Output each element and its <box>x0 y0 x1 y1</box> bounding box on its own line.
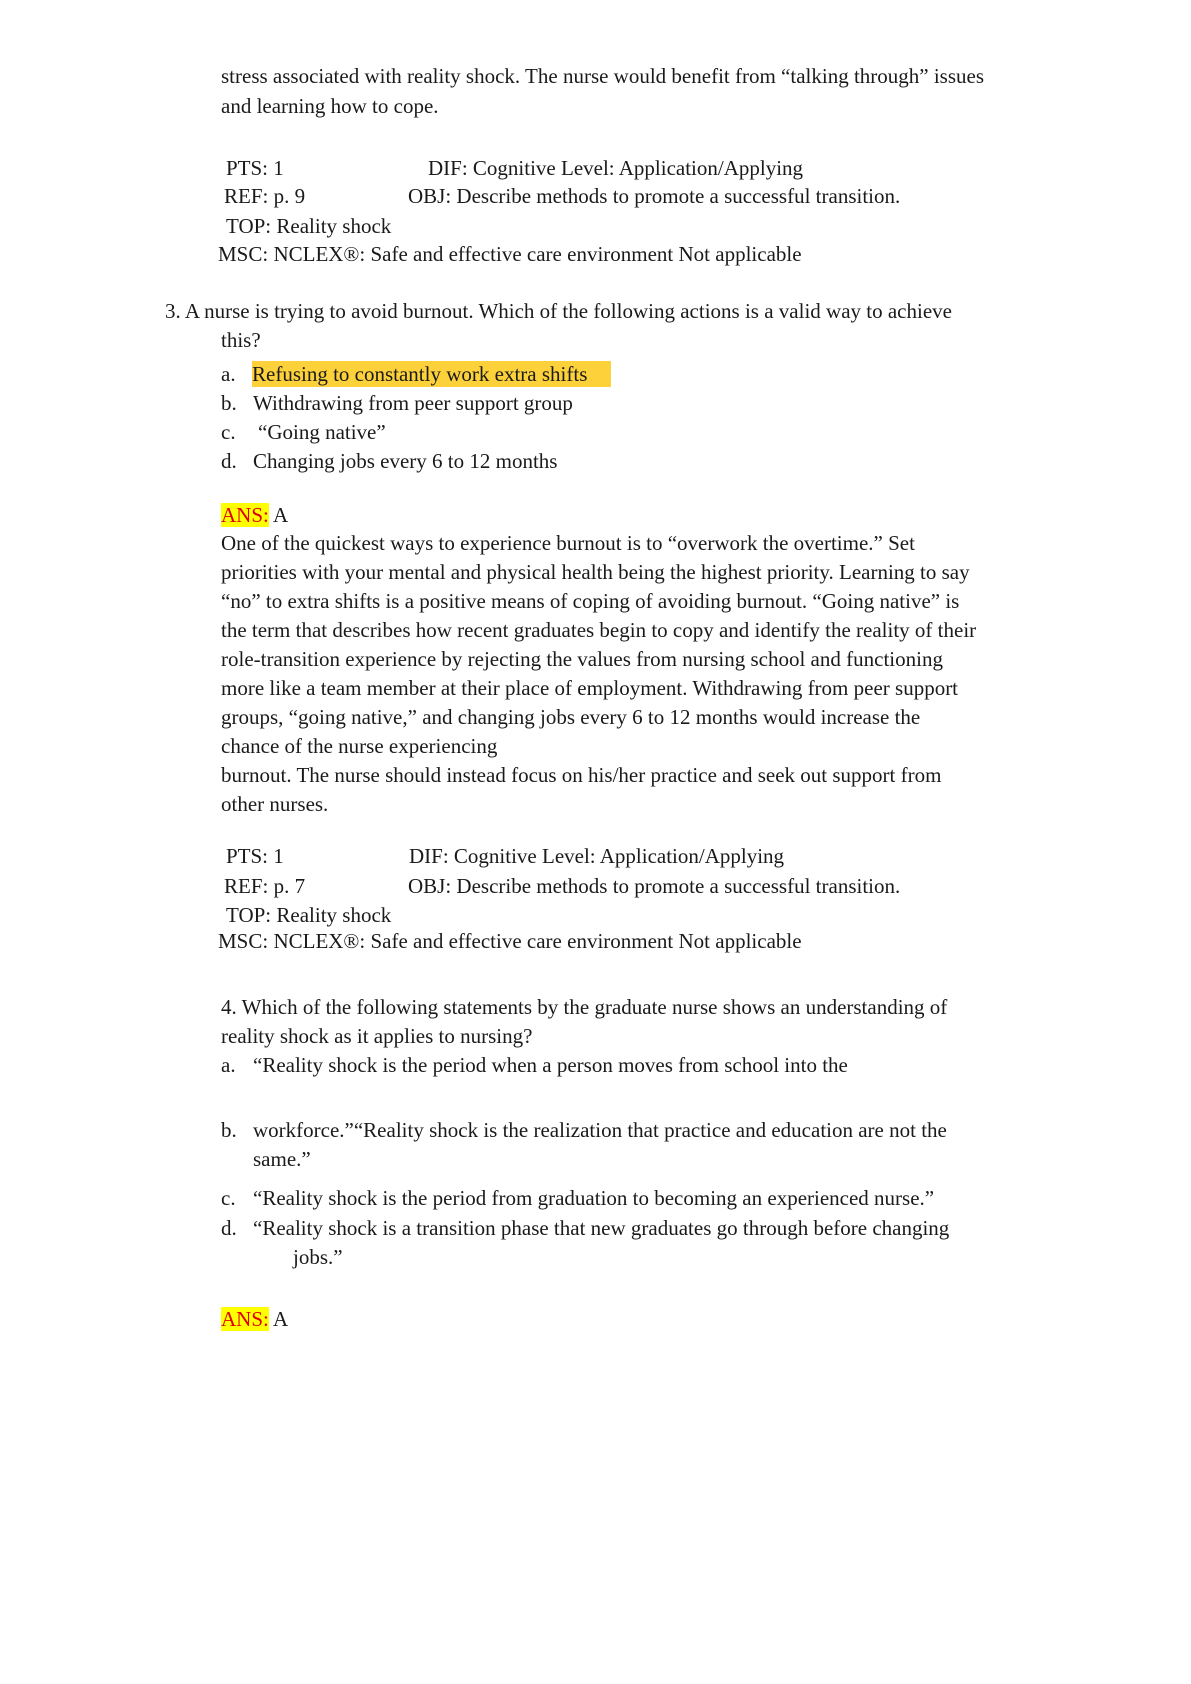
q3-stem-line-1: 3. A nurse is trying to avoid burnout. Which of the following actions is a valid way to achieve <box>165 299 952 323</box>
q3-option-a-letter: a. <box>221 362 236 386</box>
q3-obj: OBJ: Describe methods to promote a successful transition. <box>408 874 901 898</box>
q3-option-b-letter: b. <box>221 391 237 415</box>
intro-line-1: stress associated with reality shock. The nurse would benefit from “talking through” issues <box>221 64 985 88</box>
q4-option-d-text-cont: jobs.” <box>293 1245 343 1269</box>
q3-dif: DIF: Cognitive Level: Application/Applying <box>409 844 785 868</box>
q4-option-b-text: workforce.”“Reality shock is the realization that practice and education are not the <box>253 1118 947 1142</box>
q3-top: TOP: Reality shock <box>226 903 392 927</box>
q3-rationale-line: groups, “going native,” and changing jobs every 6 to 12 months would increase the <box>221 705 921 729</box>
q2-dif: DIF: Cognitive Level: Application/Applying <box>428 156 804 180</box>
q3-rationale-line: priorities with your mental and physical health being the highest priority. Learning to say <box>221 560 970 584</box>
q2-pts: PTS: 1 <box>226 156 284 180</box>
q4-stem-line-1: 4. Which of the following statements by the graduate nurse shows an understanding of <box>221 995 948 1019</box>
q3-option-c-text: “Going native” <box>258 420 386 444</box>
q4-ans-value: A <box>272 1307 289 1331</box>
q3-answer <box>221 502 288 528</box>
q4-ans-label: ANS: <box>221 1307 269 1331</box>
q2-msc: MSC: NCLEX®: Safe and effective care environment Not applicable <box>218 242 802 266</box>
q3-stem-line-2: this? <box>221 328 261 352</box>
q2-top: TOP: Reality shock <box>226 214 392 238</box>
q4-option-c-letter: c. <box>221 1186 236 1210</box>
intro-line-2: and learning how to cope. <box>221 94 439 118</box>
q4-option-d-text: “Reality shock is a transition phase that new graduates go through before changing <box>253 1216 950 1240</box>
q3-ref: REF: p. 7 <box>224 874 306 898</box>
q3-option-c-letter: c. <box>221 420 236 444</box>
q3-rationale-line: role-transition experience by rejecting the values from nursing school and functioning <box>221 647 943 671</box>
q3-option-d-letter: d. <box>221 449 237 473</box>
q4-option-d-letter: d. <box>221 1216 237 1240</box>
q3-rationale-line: “no” to extra shifts is a positive means of coping of avoiding burnout. “Going native” is <box>221 589 960 613</box>
q4-option-a-letter: a. <box>221 1053 236 1077</box>
q3-option-a-text: Refusing to constantly work extra shifts <box>252 361 611 387</box>
q4-option-a-text: “Reality shock is the period when a person moves from school into the <box>253 1053 848 1077</box>
q4-stem-line-2: reality shock as it applies to nursing? <box>221 1024 533 1048</box>
q3-rationale-line: burnout. The nurse should instead focus on his/her practice and seek out support from <box>221 763 942 787</box>
q3-rationale-line: the term that describes how recent graduates begin to copy and identify the reality of their <box>221 618 977 642</box>
q3-pts: PTS: 1 <box>226 844 284 868</box>
q4-option-c-text: “Reality shock is the period from graduation to becoming an experienced nurse.” <box>253 1186 935 1210</box>
q3-msc: MSC: NCLEX®: Safe and effective care environment Not applicable <box>218 929 802 953</box>
q2-obj: OBJ: Describe methods to promote a successful transition. <box>408 184 901 208</box>
q2-ref: REF: p. 9 <box>224 184 306 208</box>
q3-option-d-text: Changing jobs every 6 to 12 months <box>253 449 558 473</box>
q4-option-b-text-cont: same.” <box>253 1147 311 1171</box>
q3-rationale-line: chance of the nurse experiencing <box>221 734 498 758</box>
q4-option-b-letter: b. <box>221 1118 237 1142</box>
q3-ans-value: A <box>272 503 289 527</box>
q3-ans-label: ANS: <box>221 503 269 527</box>
q3-option-b-text: Withdrawing from peer support group <box>253 391 573 415</box>
q3-rationale-line: One of the quickest ways to experience burnout is to “overwork the overtime.” Set <box>221 531 915 555</box>
q4-answer <box>221 1306 288 1332</box>
q3-rationale-line: more like a team member at their place of employment. Withdrawing from peer support <box>221 676 959 700</box>
q3-rationale-line: other nurses. <box>221 792 329 816</box>
